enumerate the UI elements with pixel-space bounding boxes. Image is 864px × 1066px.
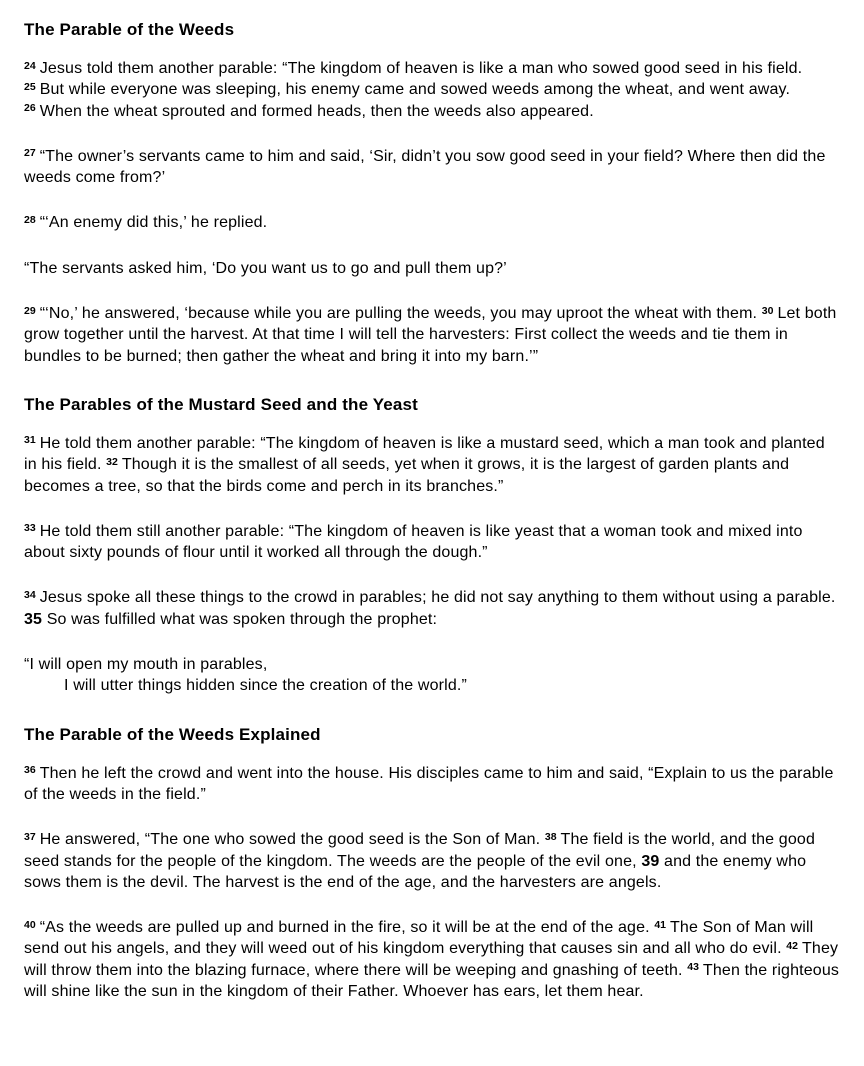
text-run: “The owner’s servants came to him and said, ‘Sir, didn’t you sow good seed in your field? Where then did the weeds come from?’ (24, 147, 826, 187)
poetry-quote (24, 654, 840, 697)
poetry-line (24, 654, 840, 675)
text-run: and the enemy who sows them is the devil. The harvest is the end of the age, and the harvesters are angels. (24, 852, 807, 891)
text-run: The field is the world, and the good seed stands for the people of the kingdom. The weeds are the people of the evil one, (24, 831, 815, 870)
verse-number: 41 (654, 918, 666, 931)
scripture-paragraph (24, 763, 840, 806)
scripture-paragraph (24, 58, 840, 122)
scripture-paragraph (24, 433, 840, 497)
text-run: He told them still another parable: “The kingdom of heaven is like yeast that a woman took and mixed into about sixty pounds of flour until it worked all through the dough.” (24, 522, 803, 562)
verse-number: 33 (24, 522, 36, 535)
scripture-paragraph (24, 587, 840, 630)
text-run: They will throw them into the blazing furnace, where there will be weeping and gnashing of teeth. (24, 940, 839, 979)
scripture-paragraph (24, 212, 840, 233)
scripture-text (24, 19, 840, 1002)
verse-number: 36 (24, 764, 36, 777)
verse-number: 34 (24, 588, 36, 601)
text-run: Though it is the smallest of all seeds, yet when it grows, it is the largest of garden plants and becomes a tree, so that the birds come and perch in its branches.” (24, 456, 790, 495)
text-run: Then he left the crowd and went into the house. His disciples came to him and said, “Explain to us the parable of the weeds in the field.” (24, 764, 834, 803)
verse-number: 25 (24, 80, 36, 93)
scripture-paragraph (24, 146, 840, 189)
poetry-line (24, 675, 840, 696)
verse-number: 28 (24, 213, 36, 226)
verse-number: 27 (24, 147, 36, 160)
text-run: He told them another parable: “The kingdom of heaven is like a mustard seed, which a man took and planted in his field. (24, 434, 825, 474)
scripture-paragraph (24, 521, 840, 564)
verse-number: 24 (24, 59, 36, 72)
verse-number-inline: 35 (24, 610, 43, 628)
section-heading: The Parable of the Weeds Explained (24, 724, 321, 744)
text-run: I will utter things hidden since the creation of the world.” (64, 677, 467, 695)
verse-number: 37 (24, 830, 36, 843)
verse-number: 31 (24, 434, 36, 447)
text-run: Then the righteous will shine like the sun in the kingdom of their Father. Whoever has ears, let them hear. (24, 961, 840, 1001)
verse-number: 42 (786, 939, 798, 952)
text-run: “I will open my mouth in parables, (24, 656, 268, 674)
text-run: So was fulfilled what was spoken through the prophet: (42, 610, 438, 628)
verse-number: 26 (24, 102, 36, 115)
text-run: “The servants asked him, ‘Do you want us to go and pull them up?’ (24, 259, 507, 277)
section-heading: The Parables of the Mustard Seed and the Yeast (24, 394, 418, 414)
scripture-paragraph (24, 829, 840, 893)
verse-number: 43 (687, 961, 699, 974)
section-heading: The Parable of the Weeds (24, 20, 235, 39)
verse-number: 32 (106, 455, 118, 468)
text-run: The Son of Man will send out his angels, and they will weed out of his kingdom everything that causes sin and all who do evil. (24, 919, 814, 958)
text-run: “As the weeds are pulled up and burned in the fire, so it will be at the end of the age. (39, 919, 655, 937)
scripture-paragraph (24, 258, 840, 279)
scripture-paragraph (24, 303, 840, 367)
text-run: “‘An enemy did this,’ he replied. (39, 214, 268, 232)
verse-number: 40 (24, 918, 36, 931)
text-run: Jesus spoke all these things to the crowd in parables; he did not say anything to them without using a parable. (39, 589, 836, 607)
text-run: He answered, “The one who sowed the good seed is the Son of Man. (39, 831, 545, 849)
text-run: Let both grow together until the harvest. At that time I will tell the harvesters: First collect the weeds and tie them in bundles to be burned; then gather the wheat and bring it into my barn.’” (24, 305, 837, 365)
verse-number: 38 (544, 830, 557, 843)
text-run: Jesus told them another parable: “The kingdom of heaven is like a man who sowed good seed in his field. (39, 60, 803, 77)
verse-number: 30 (761, 304, 774, 317)
verse-number-inline: 39 (641, 852, 660, 870)
verse-number: 29 (24, 304, 36, 317)
text-run: But while everyone was sleeping, his enemy came and sowed weeds among the wheat, and went away. (39, 81, 791, 99)
text-run: When the wheat sprouted and formed heads, then the weeds also appeared. (39, 102, 594, 120)
text-run: “‘No,’ he answered, ‘because while you are pulling the weeds, you may uproot the wheat with them. (39, 305, 762, 323)
scripture-paragraph (24, 917, 840, 1002)
